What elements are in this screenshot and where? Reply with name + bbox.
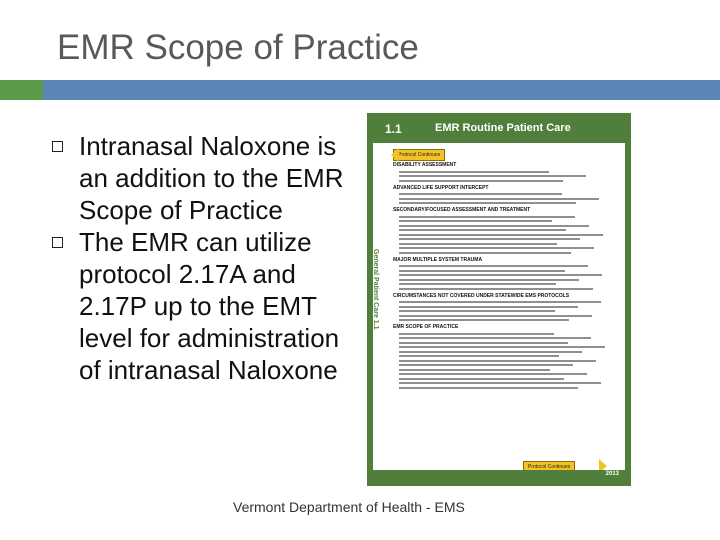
protocol-text-line [399,382,601,384]
protocol-text-line [399,306,578,308]
protocol-text-line [399,202,576,204]
protocol-page [373,119,625,480]
protocol-text-line [399,274,602,276]
protocol-text-line [399,337,591,339]
bullet-square-icon [52,141,63,152]
protocol-text-line [399,270,565,272]
protocol-text-line [399,229,566,231]
protocol-text-line [399,279,579,281]
bullet-item [48,226,368,386]
protocol-text-line [399,265,588,267]
protocol-text-line [399,198,599,200]
protocol-text-line [399,225,589,227]
protocol-text-line [399,369,550,371]
protocol-text-line [399,283,556,285]
protocol-text-line [399,288,593,290]
protocol-title: EMR Routine Patient Care [435,122,571,134]
bullet-text: Intranasal Naloxone is an addition to the EMR Scope of Practice [79,131,344,225]
protocol-year: 2013 [605,471,619,477]
slide-title: EMR Scope of Practice [57,28,419,67]
protocol-text-line [399,364,573,366]
protocol-side-label: General Patient Care 1.1 [372,249,379,330]
bullet-list [48,130,368,386]
protocol-text-line [399,315,592,317]
bullet-square-icon [52,237,63,248]
protocol-section-heading: DISABILITY ASSESSMENT [393,162,457,168]
protocol-text-line [399,216,575,218]
protocol-section-heading: EMR SCOPE OF PRACTICE [393,324,459,330]
protocol-text-line [399,247,594,249]
protocol-text-line [399,180,563,182]
protocol-section-heading: MAJOR MULTIPLE SYSTEM TRAUMA [393,256,483,263]
protocol-text-line [399,220,552,222]
protocol-text-line [399,193,562,195]
protocol-text-line [399,252,571,254]
protocol-text-line [399,238,580,240]
protocol-text-line [399,171,549,173]
protocol-text-line [399,175,586,177]
protocol-text-line [399,319,569,321]
protocol-text-line [399,360,596,362]
protocol-number: 1.1 [385,122,402,136]
protocol-text-line [399,378,564,380]
protocol-text-line [399,234,603,236]
protocol-text-line [399,351,582,353]
protocol-text-line [399,387,578,389]
title-divider-bar [43,80,720,100]
protocol-text-line [399,310,555,312]
protocol-text-line [399,342,568,344]
protocol-document-image [367,113,631,486]
arrow-label: Protocol Continues [528,464,571,470]
protocol-body [393,159,619,389]
protocol-text-line [399,333,554,335]
protocol-header [373,119,625,143]
bullet-item [48,130,368,226]
bullet-text: The EMR can utilize protocol 2.17A and 2.17P up to the EMT level for administration of intranasal Naloxone [79,227,340,385]
protocol-section-heading: ADVANCED LIFE SUPPORT INTERCEPT [393,184,489,191]
protocol-text-line [399,355,559,357]
protocol-section-heading: CIRCUMSTANCES NOT COVERED UNDER STATEWIDE EMS PROTOCOLS [393,292,570,299]
slide-footer: Vermont Department of Health - EMS [233,499,465,515]
title-accent-bar [0,80,43,100]
protocol-footer-bar [373,470,625,480]
arrow-label: Protocol Continues [398,152,441,158]
protocol-text-line [399,243,557,245]
protocol-text-line [399,301,601,303]
protocol-section-heading: SECONDARY/FOCUSED ASSESSMENT AND TREATMENT [393,207,531,213]
protocol-text-line [399,346,605,348]
protocol-text-line [399,373,587,375]
